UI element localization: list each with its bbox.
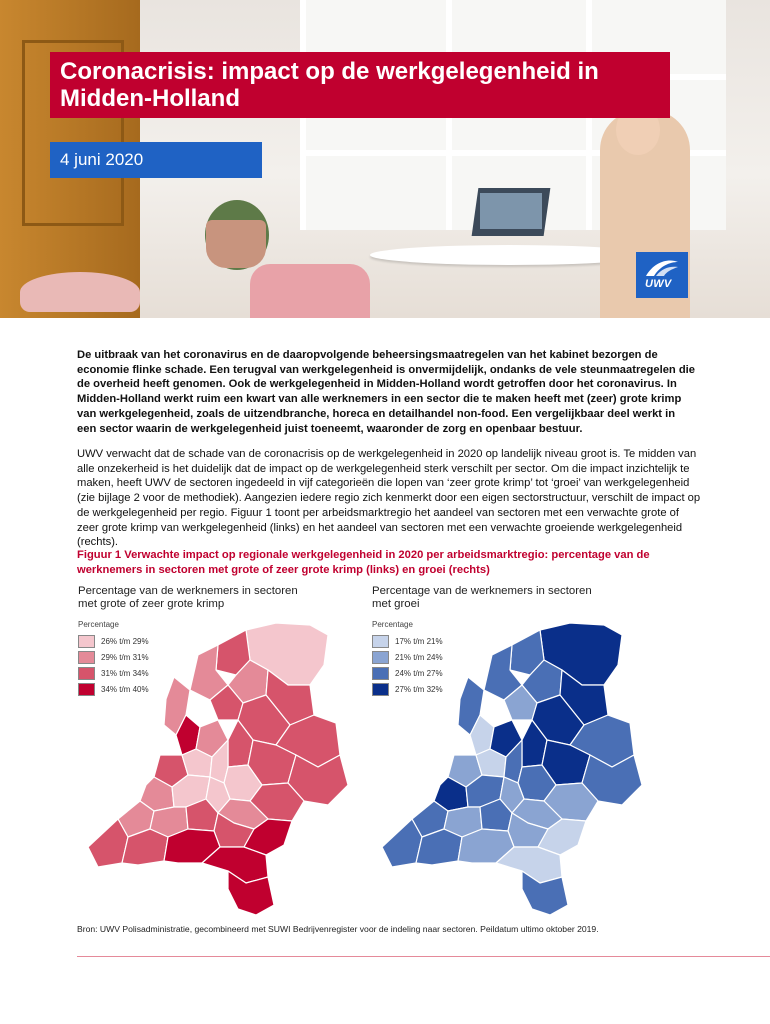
- photo-pot: [206, 220, 266, 268]
- legend-title: Percentage: [372, 620, 413, 629]
- legend-item: [78, 649, 149, 665]
- legend-item: [372, 665, 443, 681]
- photo-lamp: [20, 272, 140, 312]
- legend-swatch: [372, 635, 389, 648]
- legend-item: [372, 633, 443, 649]
- map-groei: [372, 585, 672, 915]
- legend-swatch: [78, 667, 95, 680]
- region: [382, 819, 422, 867]
- legend-title: Percentage: [78, 620, 119, 629]
- map-groei-legend: [372, 620, 443, 697]
- legend-label: 34% t/m 40%: [101, 684, 149, 694]
- legend-label: 21% t/m 24%: [395, 652, 443, 662]
- legend-item: [78, 633, 149, 649]
- uwv-logo: [636, 252, 688, 298]
- map-krimp-title: Percentage van de werknemers in sectoren met grote of zeer grote krimp: [78, 585, 298, 610]
- legend-item: [78, 681, 149, 697]
- date-banner: [50, 142, 262, 178]
- photo-laptop-screen: [480, 193, 542, 229]
- legend-swatch: [372, 667, 389, 680]
- map-krimp: [78, 585, 378, 915]
- region: [88, 819, 128, 867]
- legend-label: 31% t/m 34%: [101, 668, 149, 678]
- map-groei-title: Percentage van de werknemers in sectoren met groei: [372, 585, 592, 610]
- publication-date: 4 juni 2020: [60, 150, 144, 169]
- photo-chair: [250, 264, 370, 318]
- legend-item: [372, 681, 443, 697]
- title-banner: [50, 52, 670, 118]
- footer-rule: [77, 956, 770, 957]
- intro-paragraph: De uitbraak van het coronavirus en de daaropvolgende beheersingsmaatregelen van het kabinet bezorgen de economie flinke schade. Een terugval van werkgelegenheid is onvermijdelijk, ondanks de vele steunmaatregelen die de overheid heeft genomen. Ook de werkgelegenheid in Midden-Holland wordt getroffen door het coronavirus. In Midden-Holland werkt ruim een kwart van alle werknemers in een sector die te maken heeft met (zeer) grote krimp van werkgelegenheid, zoals de uitzendbranche, horeca en detailhandel non-food. Een vergelijkbaar deel werkt in een sector waarin de werkgelegenheid juist toeneemt, waaronder de zorg en openbaar bestuur.: [77, 349, 696, 435]
- map-krimp-legend: [78, 620, 149, 697]
- legend-swatch: [78, 635, 95, 648]
- legend-label: 17% t/m 21%: [395, 636, 443, 646]
- legend-item: [78, 665, 149, 681]
- legend-label: 26% t/m 29%: [101, 636, 149, 646]
- legend-item: [372, 649, 443, 665]
- source-note: Bron: UWV Polisadministratie, gecombineerd met SUWI Bedrijvenregister voor de indeling naar sectoren. Peildatum ultimo oktober 2019.: [77, 924, 599, 934]
- page-title: Coronacrisis: impact op de werkgelegenheid in Midden-Holland: [60, 58, 599, 112]
- legend-swatch: [78, 651, 95, 664]
- legend-swatch: [372, 683, 389, 696]
- uwv-swoosh-icon: [644, 258, 680, 278]
- legend-swatch: [372, 651, 389, 664]
- legend-swatch: [78, 683, 95, 696]
- uwv-logo-text: UWV: [645, 278, 672, 290]
- figure-caption: Figuur 1 Verwachte impact op regionale werkgelegenheid in 2020 per arbeidsmarktregio: percentage van de werknemers in sectoren met grote of zeer grote krimp (links) en groei (rechts): [77, 549, 650, 576]
- body-paragraph: UWV verwacht dat de schade van de coronacrisis op de werkgelegenheid in 2020 op landelijk niveau groot is. Te midden van alle onzekerheid is het duidelijk dat de impact op de werkgelegenheid sterk verschilt per sector. Om die impact inzichtelijk te maken, heeft UWV de sectoren ingedeeld in vijf categorieën die lopen van ‘zeer grote krimp’ tot ‘groei’ van werkgelegenheid (zie bijlage 2 voor de methodiek). Aangezien iedere regio zich kenmerkt door een eigen sectorstructuur, verschilt de impact op de werkgelegenheid per regio. Figuur 1 toont per arbeidsmarktregio het aandeel van sectoren met een verwachte grote of zeer grote krimp van werkgelegenheid (links) en het aandeel van sectoren met een verwachte groeiende werkgelegenheid (rechts).: [77, 448, 701, 549]
- legend-label: 24% t/m 27%: [395, 668, 443, 678]
- legend-label: 27% t/m 32%: [395, 684, 443, 694]
- legend-label: 29% t/m 31%: [101, 652, 149, 662]
